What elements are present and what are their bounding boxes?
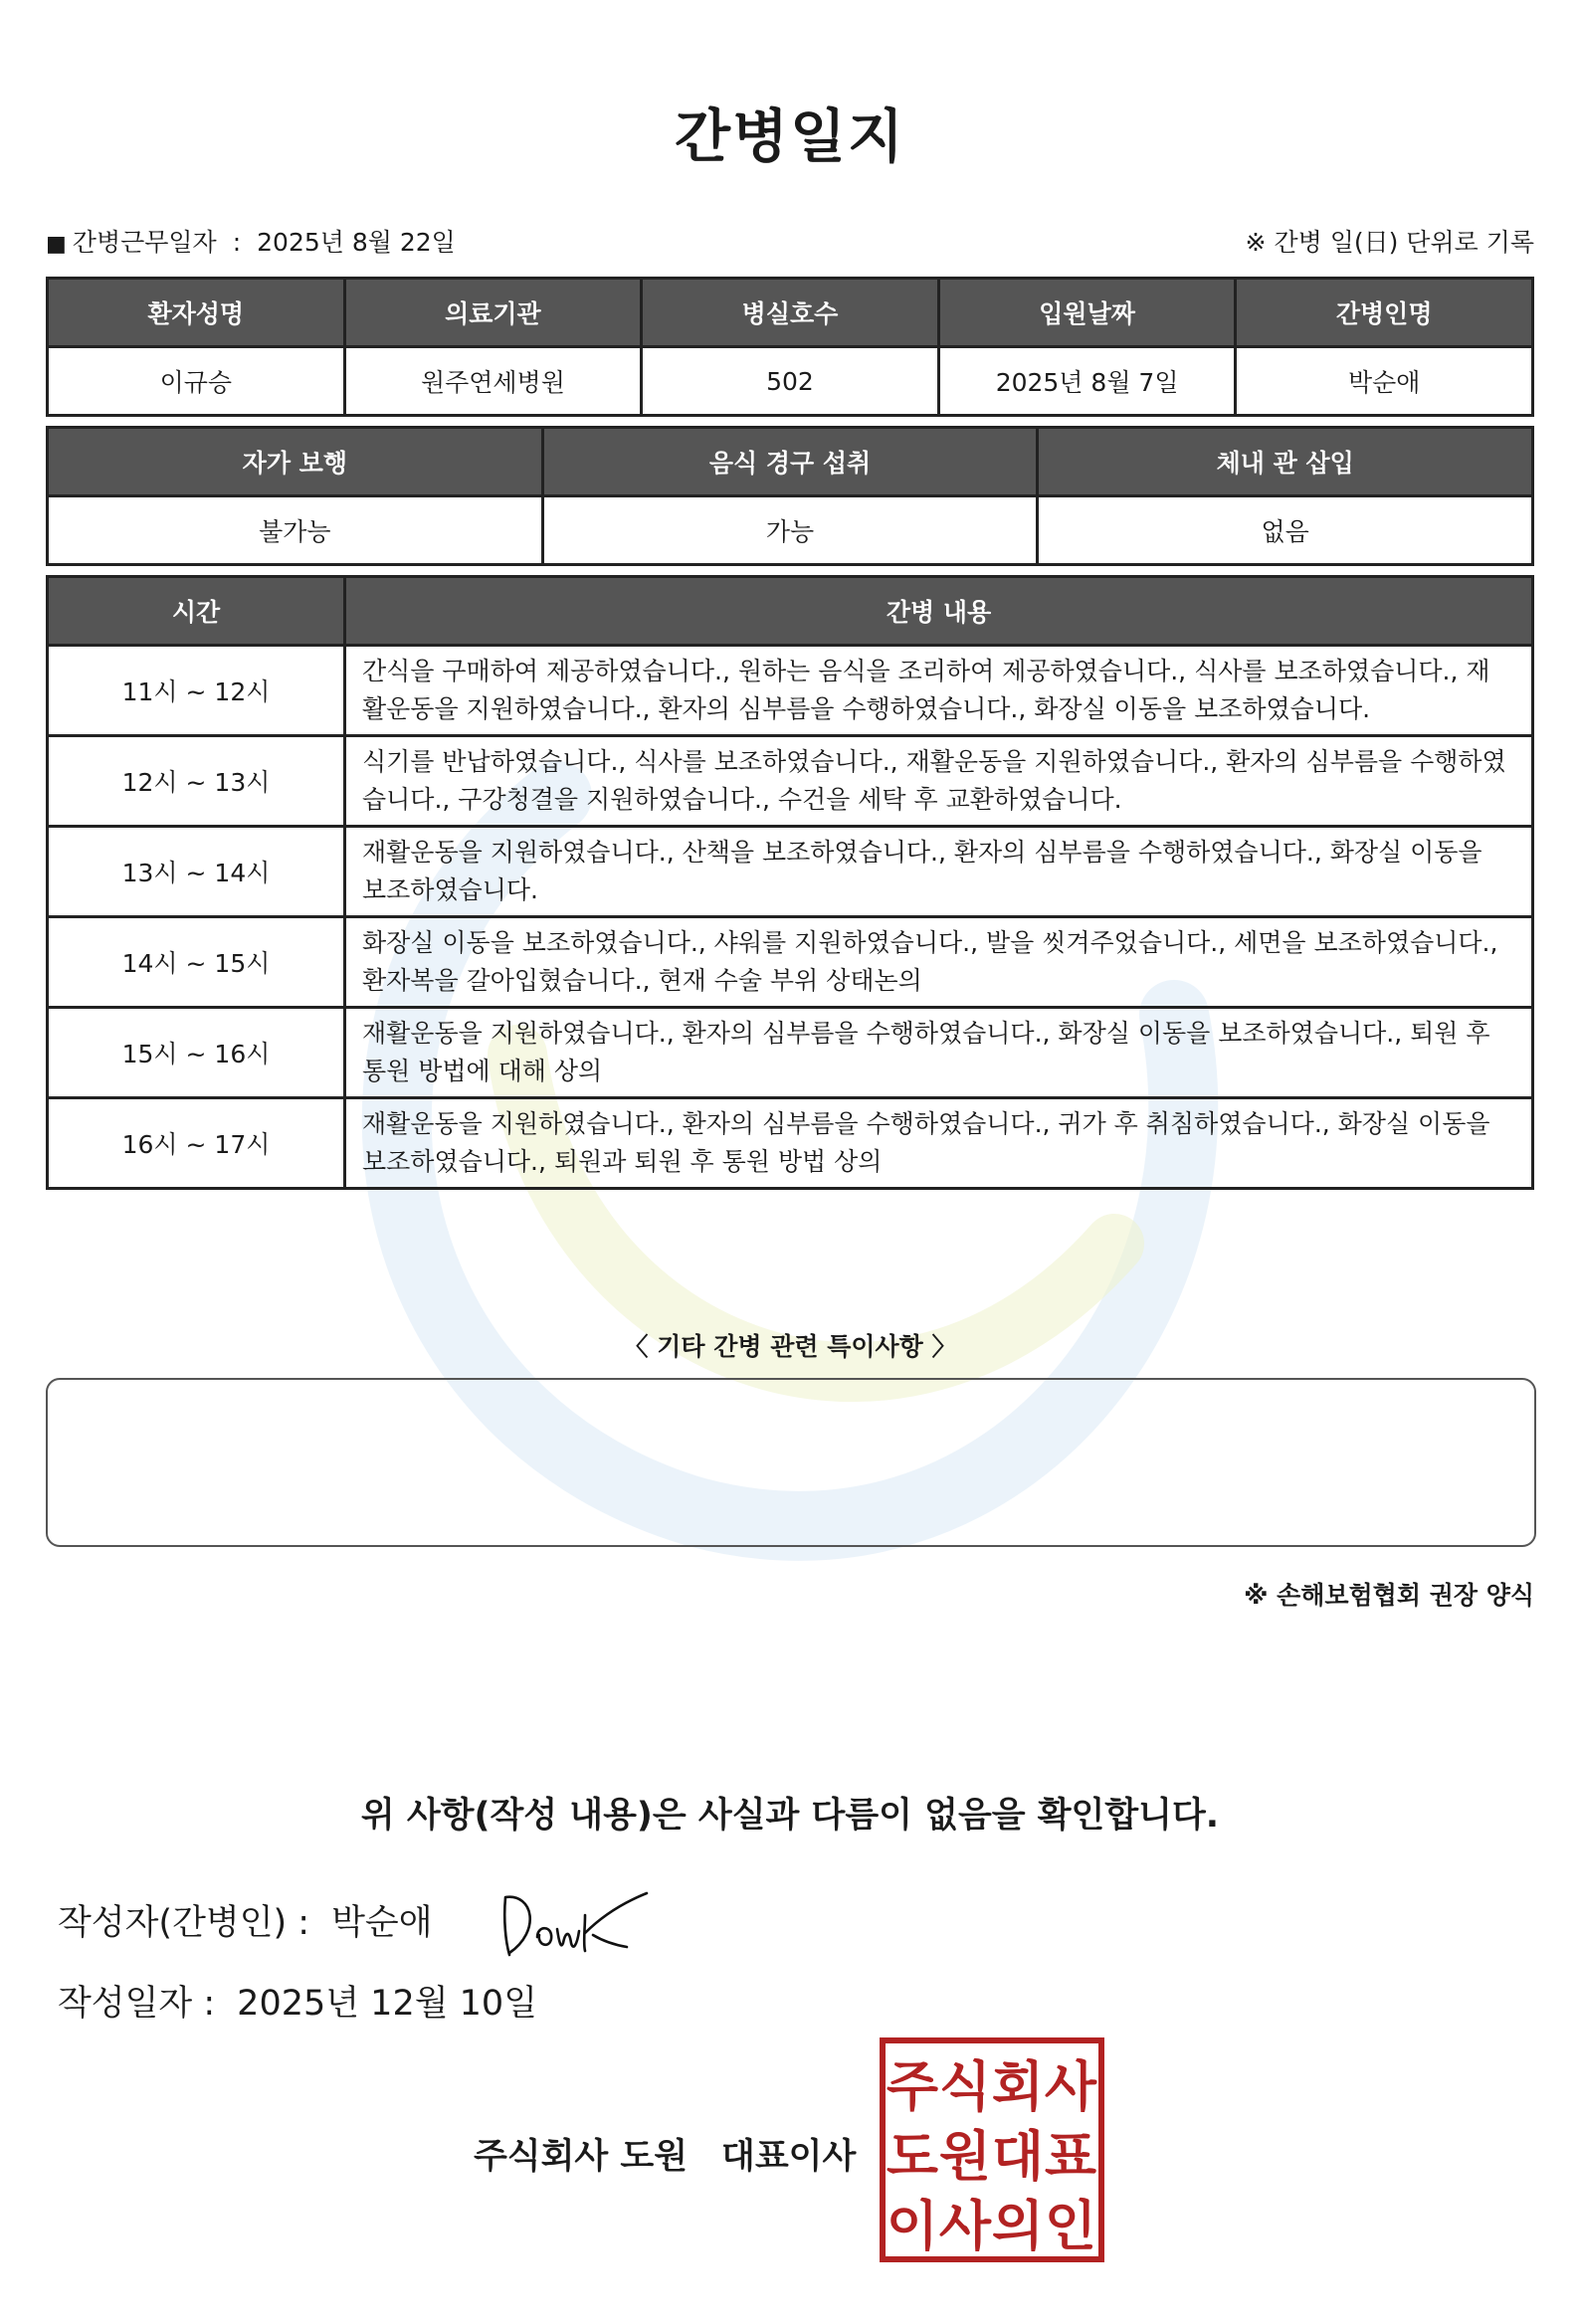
- log-content: 재활운동을 지원하였습니다., 산책을 보조하였습니다., 환자의 심부름을 수행하였습니다., 화장실 이동을 보조하였습니다.: [345, 827, 1533, 917]
- table-row: [48, 736, 1533, 827]
- log-time: 16시 ~ 17시: [48, 1098, 345, 1189]
- company-name: 주식회사 도원: [474, 2137, 689, 2177]
- seal-glyph: 이: [886, 2195, 939, 2257]
- special-notes-title: 〈 기타 간병 관련 특이사항 〉: [623, 1332, 957, 1361]
- log-content: 식기를 반납하였습니다., 식사를 보조하였습니다., 재활운동을 지원하였습니다., 환자의 심부름을 수행하였습니다., 구강청결을 지원하였습니다., 수건을 세탁 후 교환하였습니다.: [345, 736, 1533, 827]
- company-seal-stamp: [880, 2037, 1104, 2262]
- writer-line: [58, 1895, 433, 1945]
- caregiver-name: 박순애: [1236, 347, 1533, 416]
- hospital: 원주연세병원: [344, 347, 642, 416]
- header-hospital: 의료기관: [344, 279, 642, 347]
- header-care-content: 간병 내용: [345, 577, 1533, 646]
- seal-glyph: 식: [938, 2055, 992, 2118]
- work-date-label: 간병근무일자: [72, 228, 217, 257]
- oral-intake: 가능: [542, 496, 1038, 565]
- table-header-row: [48, 428, 1533, 496]
- log-time: 11시 ~ 12시: [48, 646, 345, 736]
- daily-record-note: ※ 간병 일(日) 단위로 기록: [1245, 228, 1534, 257]
- room-number: 502: [642, 347, 939, 416]
- table-row: [48, 1098, 1533, 1189]
- header-self-walking: 자가 보행: [48, 428, 543, 496]
- log-content: 재활운동을 지원하였습니다., 환자의 심부름을 수행하였습니다., 화장실 이동을 보조하였습니다., 퇴원 후 통원 방법에 대해 상의: [345, 1008, 1533, 1098]
- table-row: [48, 1008, 1533, 1098]
- header-caregiver-name: 간병인명: [1236, 279, 1533, 347]
- recommendation-note: ※ 손해보험협회 권장 양식: [1244, 1581, 1534, 1610]
- square-bullet-icon: ■: [46, 232, 67, 257]
- header-tube-insertion: 체내 관 삽입: [1038, 428, 1533, 496]
- header-admission-date: 입원날짜: [938, 279, 1236, 347]
- seal-glyph: 대: [991, 2125, 1045, 2188]
- header-oral-intake: 음식 경구 섭취: [542, 428, 1038, 496]
- log-time: 13시 ~ 14시: [48, 827, 345, 917]
- seal-glyph: 회: [991, 2055, 1045, 2118]
- log-time: 14시 ~ 15시: [48, 917, 345, 1008]
- table-row: [48, 347, 1533, 416]
- tube-insertion: 없음: [1038, 496, 1533, 565]
- company-title: 대표이사: [721, 2137, 857, 2177]
- handwritten-signature: [497, 1885, 657, 1965]
- header-patient-name: 환자성명: [48, 279, 345, 347]
- seal-glyph: 주: [886, 2055, 939, 2118]
- written-date-line: [58, 1976, 537, 2026]
- table-row: [48, 496, 1533, 565]
- self-walking: 불가능: [48, 496, 543, 565]
- seal-glyph: 도: [886, 2125, 939, 2188]
- admission-date: 2025년 8월 7일: [938, 347, 1236, 416]
- special-notes-box: [46, 1378, 1536, 1547]
- table-header-row: [48, 279, 1533, 347]
- header-time: 시간: [48, 577, 345, 646]
- table-row: [48, 917, 1533, 1008]
- patient-name: 이규승: [48, 347, 345, 416]
- work-date-value: 2025년 8월 22일: [257, 228, 456, 257]
- seal-glyph: 표: [1044, 2125, 1097, 2188]
- seal-glyph: 인: [1044, 2195, 1097, 2257]
- written-date-label: 작성일자 :: [58, 1984, 216, 2024]
- seal-glyph: 사: [938, 2195, 992, 2257]
- confirmation-statement: 위 사항(작성 내용)은 사실과 다름이 없음을 확인합니다.: [360, 1796, 1220, 1836]
- written-date-value: 2025년 12월 10일: [237, 1984, 537, 2024]
- patient-status-table: [46, 426, 1534, 566]
- seal-glyph: 원: [938, 2125, 992, 2188]
- table-row: [48, 646, 1533, 736]
- log-content: 간식을 구매하여 제공하였습니다., 원하는 음식을 조리하여 제공하였습니다., 식사를 보조하였습니다., 재활운동을 지원하였습니다., 환자의 심부름을 수행하였습니다., 화장실 이동을 보조하였습니다.: [345, 646, 1533, 736]
- seal-glyph: 의: [991, 2195, 1045, 2257]
- log-time: 15시 ~ 16시: [48, 1008, 345, 1098]
- writer-label: 작성자(간병인) :: [58, 1903, 310, 1943]
- patient-info-table: [46, 277, 1534, 417]
- log-content: 화장실 이동을 보조하였습니다., 샤워를 지원하였습니다., 발을 씻겨주었습니다., 세면을 보조하였습니다., 환자복을 갈아입혔습니다., 현재 수술 부위 상태논의: [345, 917, 1533, 1008]
- table-header-row: [48, 577, 1533, 646]
- work-date: ■ 간병근무일자 : 2025년 8월 22일: [46, 228, 456, 257]
- company-signatory: [474, 2129, 856, 2179]
- table-row: [48, 827, 1533, 917]
- care-log-table: [46, 575, 1534, 1190]
- log-time: 12시 ~ 13시: [48, 736, 345, 827]
- page-title: 간병일지: [674, 102, 906, 170]
- writer-name: 박순애: [331, 1903, 433, 1943]
- log-content: 재활운동을 지원하였습니다., 환자의 심부름을 수행하였습니다., 귀가 후 취침하였습니다., 화장실 이동을 보조하였습니다., 퇴원과 퇴원 후 통원 방법 상의: [345, 1098, 1533, 1189]
- seal-glyph: 사: [1044, 2055, 1097, 2118]
- header-room-number: 병실호수: [642, 279, 939, 347]
